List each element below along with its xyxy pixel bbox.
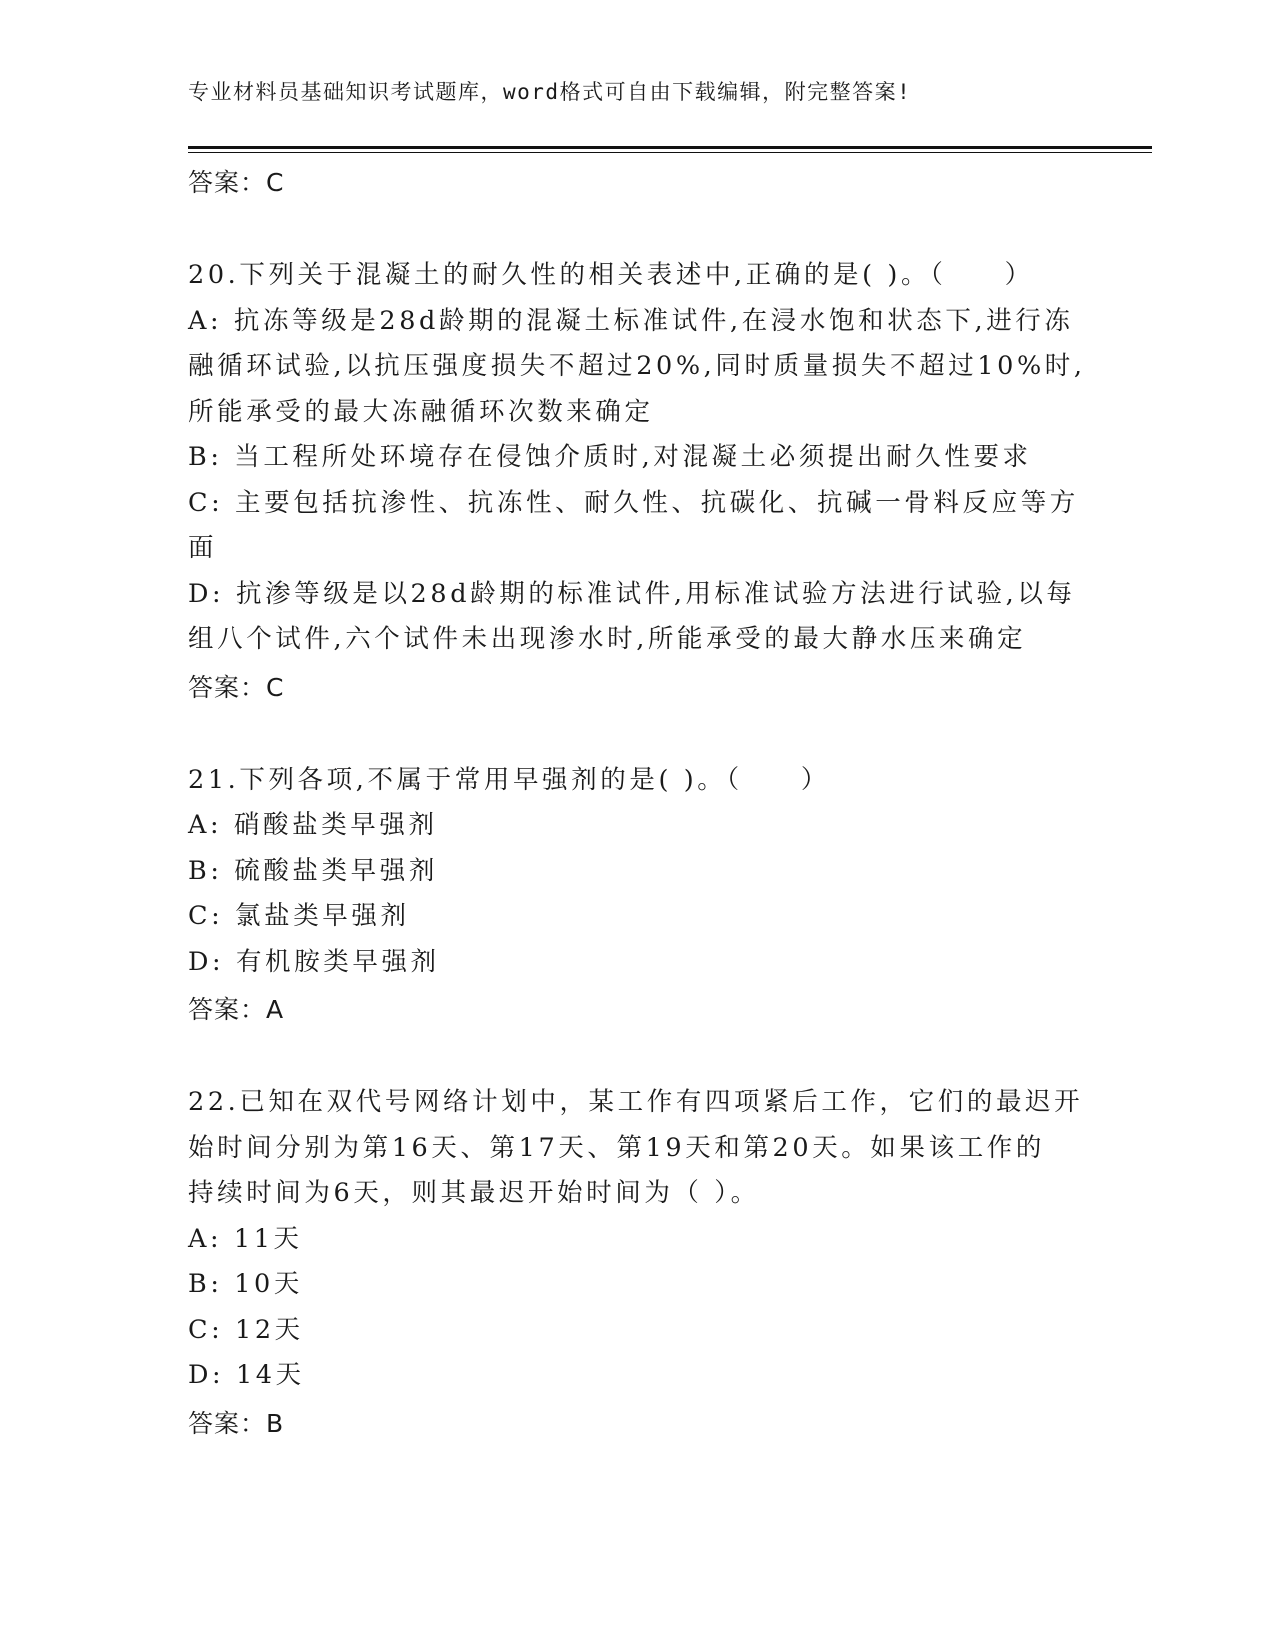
option-text-line: C: 主要包括抗渗性、抗冻性、耐久性、抗碳化、抗碱一骨料反应等方 xyxy=(188,487,1079,518)
question-text-line: 20.下列关于混凝土的耐久性的相关表述中,正确的是( )。（ ） xyxy=(188,260,1034,290)
page-header: 专业材料员基础知识考试题库，word格式可自由下载编辑，附完整答案! xyxy=(188,80,912,104)
option-text-line: A: 11天 xyxy=(188,1223,303,1254)
option-text-line: B: 硫酸盐类早强剂 xyxy=(188,855,438,886)
option-text-line: C: 氯盐类早强剂 xyxy=(188,901,410,931)
question-text xyxy=(188,758,1088,804)
answer-line: 答案：C xyxy=(188,672,285,702)
option-text-line: A: 抗冻等级是28d龄期的混凝土标准试件,在浸水饱和状态下,进行冻 xyxy=(188,305,1074,336)
answer-line: 答案：C xyxy=(188,168,285,197)
option-b xyxy=(188,435,1088,481)
option-d xyxy=(188,940,1088,986)
option-d xyxy=(188,1353,1088,1399)
question-text xyxy=(188,253,1088,299)
option-text-line: 融循环试验,以抗压强度损失不超过20%,同时质量损失不超过10%时, xyxy=(188,351,1086,381)
question-text-line: 22.已知在双代号网络计划中，某工作有四项紧后工作，它们的最迟开 xyxy=(188,1087,1084,1117)
option-text-line: C: 12天 xyxy=(188,1314,304,1345)
option-text-line: B: 10天 xyxy=(188,1269,303,1299)
option-text-line: D: 有机胺类早强剂 xyxy=(188,946,440,977)
question-text-line: 始时间分别为第16天、第17天、第19天和第20天。如果该工作的 xyxy=(188,1132,1045,1163)
header-rule-thick xyxy=(188,146,1152,149)
question-block xyxy=(188,1080,1088,1446)
option-text-line: D: 抗渗等级是以28d龄期的标准试件,用标准试验方法进行试验,以每 xyxy=(188,578,1076,609)
option-b xyxy=(188,1262,1088,1308)
question-block xyxy=(188,253,1088,710)
option-text-line: B: 当工程所处环境存在侵蚀介质时,对混凝土必须提出耐久性要求 xyxy=(188,442,1032,472)
option-text-line: A: 硝酸盐类早强剂 xyxy=(188,810,438,840)
question-text-line: 21.下列各项,不属于常用早强剂的是( )。（ ） xyxy=(188,764,831,795)
header-rule-thin xyxy=(188,152,1152,153)
question-text-line: 持续时间为6天，则其最迟开始时间为（ ）。 xyxy=(188,1178,760,1208)
answer-line: 答案：B xyxy=(188,1408,285,1438)
option-text-line: 所能承受的最大冻融循环次数来确定 xyxy=(188,396,654,427)
option-text-line: 面 xyxy=(188,533,218,563)
option-c xyxy=(188,1308,1088,1354)
option-c xyxy=(188,481,1088,572)
option-d xyxy=(188,572,1088,663)
question-block xyxy=(188,758,1088,1033)
option-a xyxy=(188,299,1088,436)
option-text-line: 组八个试件,六个试件未出现渗水时,所能承受的最大静水压来确定 xyxy=(188,624,1027,654)
option-a xyxy=(188,1217,1088,1263)
option-text-line: D: 14天 xyxy=(188,1360,305,1390)
question-text xyxy=(188,1080,1088,1217)
document-body xyxy=(188,158,1088,1446)
option-a xyxy=(188,803,1088,849)
option-c xyxy=(188,894,1088,940)
option-b xyxy=(188,849,1088,895)
answer-line: 答案：A xyxy=(188,995,285,1024)
